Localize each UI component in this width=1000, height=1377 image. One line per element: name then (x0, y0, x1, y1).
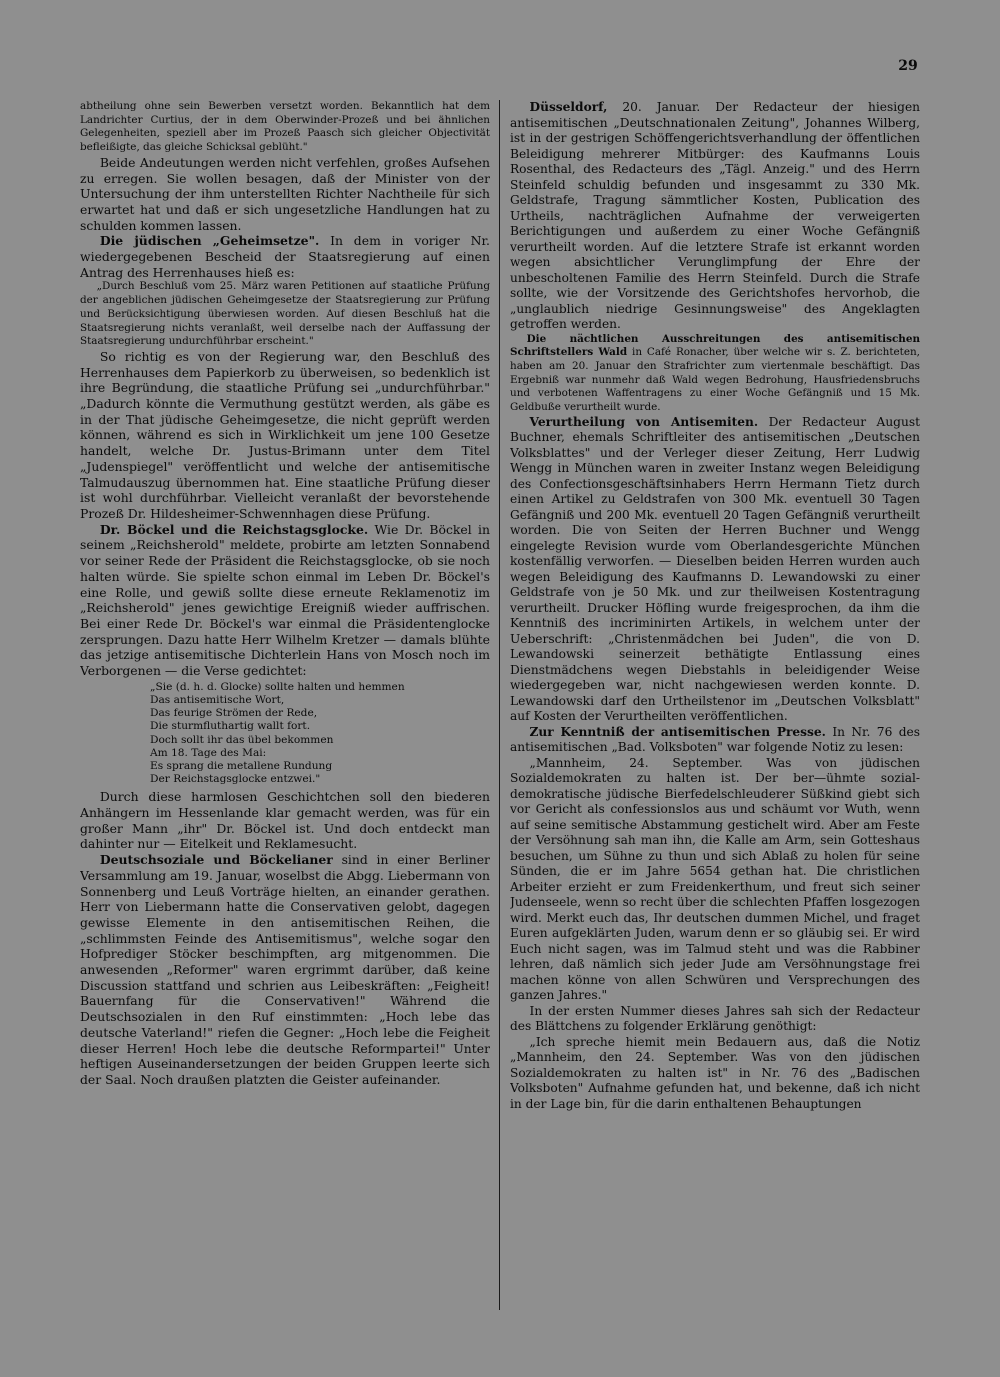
column-divider (499, 100, 500, 1310)
right-section-wald (510, 333, 920, 415)
left-quote-bescheid: „Durch Beschluß vom 25. März waren Petitionen auf staatliche Prüfung der angeblichen jüdischen Geheimgesetze der Staatsregierung zur Prüfung und Berücksichtigung überwiesen worden. Auf diesen Beschluß hat die Staatsregierung nichts veranlaßt, weil derselbe nach der Auffassung der Staatsregierung undurchführbar erscheint." (80, 280, 490, 348)
right-section-presse (510, 725, 920, 756)
right-body-verurtheilung: Der Redacteur August Buchner, ehemals Schriftleiter des antisemitischen „Deutschen Volksblattes" und der Verleger dieser Zeitung, Herr Ludwig Wengg in München waren in zweiter Instanz wegen Beleidigung des Confectionsgeschäftsinhabers Herrn Hermann Tietz durch einen Artikel zu Geldstrafen von 300 Mk. eventuell 30 Tagen Gefängniß und 200 Mk. eventuell 20 Tagen Gefängniß verurtheilt worden. Die von Seiten der Herren Buchner und Wengg eingelegte Revision wurde vom Oberlandesgerichte München kostenfällig verworfen. — Dieselben beiden Herren wurden auch wegen Beleidigung des Kaufmanns D. Lewandowski zu einer Geldstrafe von je 50 Mk. und zur theilweisen Kostentragung verurtheilt. Drucker Höfling wurde freigesprochen, da ihm die Kenntniß des incriminirten Artikels, in welchem unter der Ueberschrift: „Christenmädchen bei Juden", die von D. Lewandowski seinerzeit bethätigte Entlassung eines Dienstmädchens wegen Diebstahls in beleidigender Weise wiedergegeben war, nicht nachgewiesen werden konnte. D. Lewandowski darf den Urtheilstenor im „Deutschen Volksblatt" auf Kosten der Verurtheilten veröffentlichen. (510, 414, 920, 724)
right-column (510, 100, 920, 1340)
left-body-boeckel: Wie Dr. Böckel in seinem „Reichsherold" meldete, probirte am letzten Sonnabend vor seiner Rede der Präsident die Reichstagsglocke, ob sie noch halten würde. Sie spielte schon einmal im Leben Dr. Böckel's eine Rolle, und gewiß sollte diese erneute Reklamenotiz im „Reichsherold" jenes gewichtige Ereigniß wieder auffrischen. Bei einer Rede Dr. Böckel's war einmal die Präsidentenglocke zersprungen. Dazu hatte Herr Wilhelm Kretzer — damals blühte das jetzige antisemitische Dichterlein Hans von Mosch noch im Verborgenen — die Verse gedichtet: (80, 521, 490, 679)
right-quote-bedauern: „Ich spreche hiemit mein Bedauern aus, daß die Notiz „Mannheim, den 24. September. Was von den jüdischen Sozialdemokraten zu halten ist" in Nr. 76 des „Badischen Volksboten" Aufnahme gefunden hat, und bekenne, daß ich nicht in der Lage bin, für die darin enthaltenen Behauptungen (510, 1034, 920, 1111)
left-body-geheimgesetze: In dem in voriger Nr. wiedergegebenen Bescheid der Staatsregierung auf einen Antrag des Herrenhauses hieß es: (80, 233, 490, 280)
verse-line: Das feurige Strömen der Rede, (150, 707, 318, 720)
left-verse (150, 681, 490, 787)
page-number: 29 (898, 58, 918, 74)
right-body-duesseldorf: 20. Januar. Der Redacteur der hiesigen antisemitischen „Deutschnationalen Zeitung", Johannes Wilberg, ist in der gestrigen Schöffengerichtsverhandlung der öffentlichen Beleidigung mehrerer Mitbürger: des Kaufmanns Louis Rosenthal, des Redacteurs des „Tägl. Anzeig." und des Herrn Steinfeld schuldig befunden und insgesammt zu 330 Mk. Geldstrafe, Tragung sämmtlicher Kosten, Publication des Urtheils, nachträglichen Aufnahme der verweigerten Berichtigungen und außerdem zu einer Woche Gefängniß verurtheilt worden. Auf die letztere Strafe ist erkannt worden wegen absichtlicher Verunglimpfung der Ehre der unbescholtenen Familie des Herrn Steinfeld. Durch die Strafe sollte, wie der Vorsitzende des Gerichtshofes hervorhob, die „unglaublich niedrige Gesinnungsweise" des Angeklagten getroffen werden. (510, 100, 920, 331)
right-para-erklaerung: In der ersten Nummer dieses Jahres sah sich der Redacteur des Blättchens zu folgender Erklärung genöthigt: (510, 1003, 920, 1034)
left-body-deutschsoziale: sind in einer Berliner Versammlung am 19. Januar, woselbst die Abgg. Liebermann von Sonnenberg und Leuß Vorträge hielten, an einander gerathen. Herr von Liebermann hatte die Conservativen gelobt, dagegen gewisse Elemente in den antisemitischen Reihen, die „schlimmsten Feinde des Antisemitismus", welche sogar den Hofprediger Stöcker beschimpften, arg mitgenommen. Die anwesenden „Reformer" waren ergrimmt darüber, daß keine Discussion stattfand und schrien aus Leibeskräften: „Feigheit! Bauernfang für die Conservativen!" Während die Deutschsozialen in den Ruf einstimmten: „Hoch lebe das deutsche Vaterland!" riefen die Gegner: „Hoch lebe die Feigheit dieser Herren! Hoch lebe die deutsche Reformpartei!" Unter heftigen Auseinandersetzungen der beiden Gruppen leerte sich der Saal. Noch draußen platzten die Geister aufeinander. (80, 852, 490, 1087)
left-heading-geheimgesetze: Die jüdischen „Geheimsetze". (99, 233, 320, 249)
verse-line: Doch sollt ihr das übel bekommen (150, 733, 334, 746)
left-column (80, 100, 490, 1340)
left-para-regierung: So richtig es von der Regierung war, den Beschluß des Herrenhauses dem Papierkorb zu überweisen, so bedenklich ist ihre Begründung, die staatliche Prüfung sei „undurchführbar." „Dadurch könnte die Vermuthung gestützt werden, als gäbe es in der That jüdische Geheimgesetze, die nicht geprüft werden können, während es sich in Wirklichkeit um jene 100 Gesetze handelt, welche Dr. Justus-Brimann unter dem Titel „Judenspiegel" veröffentlicht und welche der antisemitische Talmudauszug übernommen hat. Eine staatliche Prüfung dieser ist wohl durchführbar. Vielleicht veranlaßt der bevorstehende Prozeß Dr. Hildesheimer-Schwennhagen diese Prüfung. (80, 348, 490, 521)
verse-line: Der Reichstagsglocke entzwei." (150, 773, 321, 786)
verse-line: Die sturmfluthartig wallt fort. (150, 720, 311, 733)
right-section-duesseldorf (510, 100, 920, 333)
left-section-geheimgesetze (80, 233, 490, 280)
left-section-deutschsoziale (80, 852, 490, 1088)
left-para-1: abtheilung ohne sein Bewerben versetzt worden. Bekanntlich hat dem Landrichter Curtius, der in dem Oberwinder-Prozeß und bei ähnlichen Gelegenheiten, speziell aber im Prozeß Paasch sich gleicher Objectivität befleißigte, das gleiche Schicksal geblüht." (80, 100, 490, 154)
left-section-boeckel (80, 522, 490, 679)
verse-line: Es sprang die metallene Rundung (150, 759, 333, 772)
right-heading-wald: Die nächtlichen Ausschreitungen des antisemitischen Schriftstellers Wald (510, 332, 920, 359)
right-section-verurtheilung (510, 415, 920, 725)
left-heading-deutschsoziale: Deutschsoziale und Böckelianer (99, 852, 333, 868)
right-quote-mannheim: „Mannheim, 24. September. Was von jüdischen Sozialdemokraten zu halten ist. Der ber—ühmte sozial-demokratische jüdische Bierfedelschleuderer Süßkind giebt sich vor Gericht als confessionslos aus und schäumt vor Wuth, wenn auf seine semitische Abstammung gestichelt wird. Aber am Feste der Versöhnung sah man ihn, die Kalle am Arm, sein Gotteshaus besuchen, um Sühne zu thun und sich Ablaß zu holen für seine Sünden, die er im Jahre 5654 gethan hat. Die christlichen Arbeiter erzieht er zum Freidenkerthum, und freut sich seiner Judenseele, wenn so recht über die schlechten Pfaffen losgezogen wird. Merkt euch das, Ihr deutschen dummen Michel, und fraget Euren aufgeklärten Juden, warum denn er so gläubig sei. Er wird Euch nicht sagen, was im Talmud steht und was die Rabbiner lehren, daß nämlich sich jeder Jude am Versöhnungstage frei machen könne von allen Schwüren und Versprechungen des ganzen Jahres." (510, 755, 920, 1003)
right-heading-presse: Zur Kenntniß der antisemitischen Presse. (529, 724, 826, 739)
left-heading-boeckel: Dr. Böckel und die Reichstagsglocke. (99, 521, 369, 537)
verse-line: „Sie (d. h. d. Glocke) sollte halten und hemmen (150, 680, 405, 693)
left-para-geschichtchen: Durch diese harmlosen Geschichtchen soll den biederen Anhängern im Hessenlande klar gemacht werden, was für ein großer Mann „ihr" Dr. Böckel ist. Und doch entdeckt man dahinter nur — Eitelkeit und Reklamesucht. (80, 789, 490, 852)
right-heading-verurtheilung: Verurtheilung von Antisemiten. (529, 414, 759, 429)
right-body-wald: in Café Ronacher, über welche wir s. Z. berichteten, haben am 20. Januar den Strafrichter zum viertenmale beschäftigt. Das Ergebniß war nunmehr daß Wald wegen Bedrohung, Hausfriedensbruchs und verbotenen Waffentragens zu einer Woche Gefängniß und 15 Mk. Geldbuße verurtheilt wurde. (510, 346, 920, 414)
verse-line: Das antisemitische Wort, (150, 693, 285, 706)
verse-line: Am 18. Tage des Mai: (150, 746, 267, 759)
right-heading-duesseldorf: Düsseldorf, (529, 100, 608, 114)
left-para-2: Beide Andeutungen werden nicht verfehlen, großes Aufsehen zu erregen. Sie wollen besagen, daß der Minister von der Untersuchung der ihm unterstellten Richter Nachtheile für sich erwartet hat und daß er sich ungesetzliche Handlungen hat zu schulden kommen lassen. (80, 154, 490, 233)
right-body-presse: In Nr. 76 des antisemitischen „Bad. Volksboten" war folgende Notiz zu lesen: (510, 724, 920, 755)
